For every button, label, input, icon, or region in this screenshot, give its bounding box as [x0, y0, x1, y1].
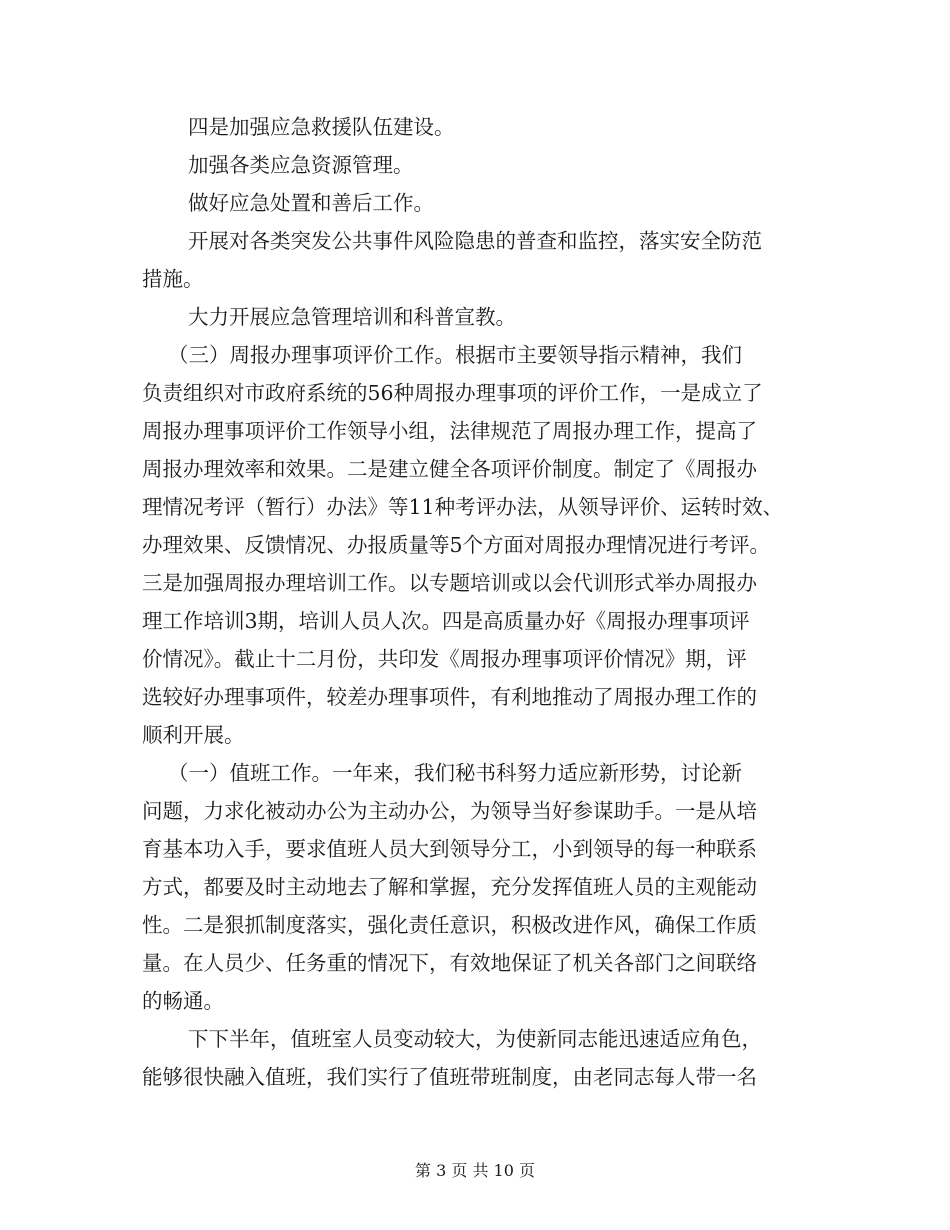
page-number-footer: 第 3 页 共 10 页 — [415, 1161, 535, 1180]
text-line: 加强各类应急资源管理。 — [188, 153, 414, 177]
text-line: 问题，力求化被动办公为主动办公，为领导当好参谋助手。一是从培 — [142, 799, 757, 823]
text-line: 育基本功入手，要求值班人员大到领导分工，小到领导的每一种联系 — [142, 837, 757, 861]
text-line: 理工作培训3期，培训人员人次。四是高质量办好《周报办理事项评 — [142, 609, 750, 633]
text-line: 办理效果、反馈情况、办报质量等5个方面对周报办理情况进行考评。 — [142, 533, 771, 557]
text-line: 三是加强周报办理培训工作。以专题培训或以会代训形式举办周报办 — [142, 571, 757, 595]
text-line: 开展对各类突发公共事件风险隐患的普查和监控，落实安全防范 — [188, 229, 762, 253]
text-line: 下下半年，值班室人员变动较大，为使新同志能迅速适应角色， — [188, 1027, 762, 1051]
text-line: 周报办理效率和效果。二是建立健全各项评价制度。制定了《周报办 — [142, 457, 757, 481]
text-line: 量。在人员少、任务重的情况下，有效地保证了机关各部门之间联络 — [142, 951, 757, 975]
text-line: 选较好办理事项件，较差办理事项件，有利地推动了周报办理工作的 — [142, 685, 757, 709]
text-line: （三）周报办理事项评价工作。根据市主要领导指示精神，我们 — [168, 343, 742, 367]
text-line: 能够很快融入值班，我们实行了值班带班制度，由老同志每人带一名 — [142, 1065, 757, 1089]
text-line: 的畅通。 — [142, 989, 224, 1013]
text-line: 措施。 — [142, 267, 204, 291]
text-line: 方式，都要及时主动地去了解和掌握，充分发挥值班人员的主观能动 — [142, 875, 757, 899]
text-line: 周报办理事项评价工作领导小组，法律规范了周报办理工作，提高了 — [142, 419, 757, 443]
text-line: 性。二是狠抓制度落实，强化责任意识，积极改进作风，确保工作质 — [142, 913, 757, 937]
text-line: （一）值班工作。一年来，我们秘书科努力适应新形势，讨论新 — [168, 761, 742, 785]
text-line: 做好应急处置和善后工作。 — [188, 191, 434, 215]
text-line: 负责组织对市政府系统的56种周报办理事项的评价工作，一是成立了 — [142, 381, 763, 405]
text-line: 理情况考评（暂行）办法》等11种考评办法，从领导评价、运转时效、 — [142, 495, 784, 519]
text-line: 大力开展应急管理培训和科普宣教。 — [188, 305, 516, 329]
text-line: 价情况》。截止十二月份，共印发《周报办理事项评价情况》期，评 — [142, 647, 747, 671]
text-line: 顺利开展。 — [142, 723, 245, 747]
text-line: 四是加强应急救援队伍建设。 — [188, 115, 455, 139]
